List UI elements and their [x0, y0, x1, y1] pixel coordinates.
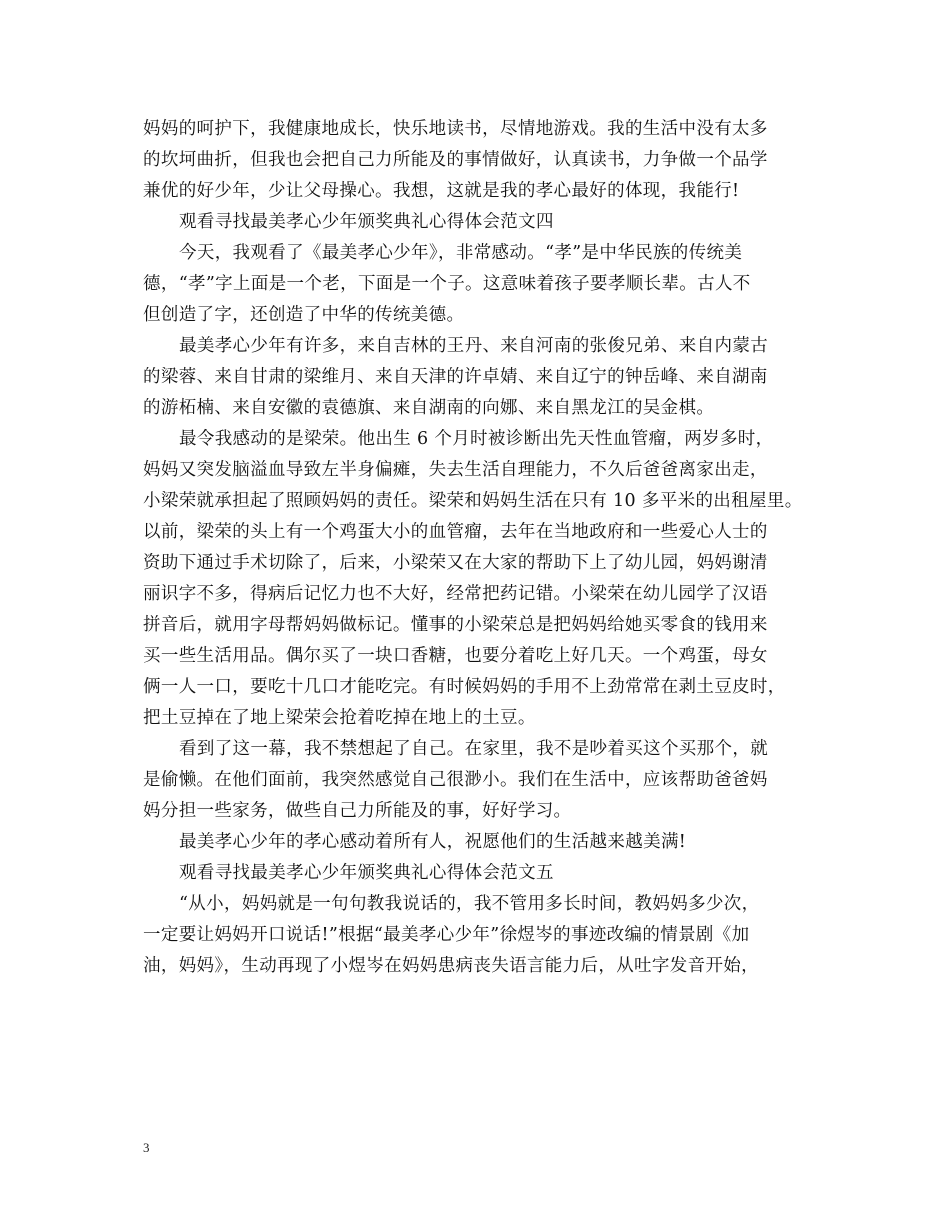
text-line: 以前，梁荣的头上有一个鸡蛋大小的血管瘤，去年在当地政府和一些爱心人士的: [143, 522, 768, 542]
text-line: 拼音后，就用字母帮妈妈做标记。懂事的小梁荣总是把妈妈给她买零食的钱用来: [143, 615, 768, 635]
page-number: 3: [143, 1140, 150, 1155]
text-line: 妈妈又突发脑溢血导致左半身偏瘫，失去生活自理能力，不久后爸爸离家出走，: [143, 460, 768, 480]
text-line: 的游柘楠、来自安徽的袁德旗、来自湖南的向娜、来自黑龙江的吴金棋。: [143, 398, 715, 418]
text-line: 看到了这一幕，我不禁想起了自己。在家里，我不是吵着买这个买那个，就: [179, 739, 769, 759]
text-line: 妈分担一些家务，做些自己力所能及的事，好好学习。: [143, 801, 572, 821]
text-line: 把土豆掉在了地上梁荣会抢着吃掉在地上的土豆。: [143, 708, 536, 728]
text-line: 但创造了字，还创造了中华的传统美德。: [143, 305, 465, 325]
text-line: 一定要让妈妈开口说话!”根据“最美孝心少年”徐煜岑的事迹改编的情景剧《加: [143, 925, 750, 945]
text-line: 最令我感动的是梁荣。他出生 6 个月时被诊断出先天性血管瘤，两岁多时，: [179, 429, 774, 449]
text-line: 小梁荣就承担起了照顾妈妈的责任。梁荣和妈妈生活在只有 10 多平米的出租屋里。: [143, 491, 803, 511]
text-line: 资助下通过手术切除了，后来，小梁荣又在大家的帮助下上了幼儿园，妈妈谢清: [143, 553, 768, 573]
text-line: 俩一人一口，要吃十几口才能吃完。有时候妈妈的手用不上劲常常在剥土豆皮时，: [143, 677, 786, 697]
section-heading: 观看寻找最美孝心少年颁奖典礼心得体会范文四: [179, 212, 554, 232]
text-line: 买一些生活用品。偶尔买了一块口香糖，也要分着吃上好几天。一个鸡蛋，母女: [143, 646, 768, 666]
text-line: 丽识字不多，得病后记忆力也不大好，经常把药记错。小梁荣在幼儿园学了汉语: [143, 584, 768, 604]
text-line: 的梁蓉、来自甘肃的梁维月、来自天津的许卓婧、来自辽宁的钟岳峰、来自湖南: [143, 367, 768, 387]
text-line: 妈妈的呵护下，我健康地成长，快乐地读书，尽情地游戏。我的生活中没有太多: [143, 119, 768, 139]
text-line: 最美孝心少年的孝心感动着所有人，祝愿他们的生活越来越美满!: [179, 832, 687, 852]
text-line: 最美孝心少年有许多，来自吉林的王丹、来自河南的张俊兄弟、来自内蒙古: [179, 336, 769, 356]
text-line: 今天，我观看了《最美孝心少年》，非常感动。“孝”是中华民族的传统美: [179, 243, 743, 263]
section-heading: 观看寻找最美孝心少年颁奖典礼心得体会范文五: [179, 863, 554, 883]
text-line: 德，“孝”字上面是一个老，下面是一个子。这意味着孩子要孝顺长辈。古人不: [143, 274, 751, 294]
document-body: [143, 114, 833, 982]
text-line: 的坎坷曲折，但我也会把自己力所能及的事情做好，认真读书，力争做一个品学: [143, 150, 768, 170]
text-line: 油，妈妈》，生动再现了小煜岑在妈妈患病丧失语言能力后，从吐字发音开始，: [143, 956, 759, 976]
text-line: “从小，妈妈就是一句句教我说话的，我不管用多长时间，教妈妈多少次，: [179, 894, 760, 914]
text-line: 是偷懒。在他们面前，我突然感觉自己很渺小。我们在生活中，应该帮助爸爸妈: [143, 770, 768, 790]
text-line: 兼优的好少年，少让父母操心。我想，这就是我的孝心最好的体现，我能行!: [143, 181, 740, 201]
